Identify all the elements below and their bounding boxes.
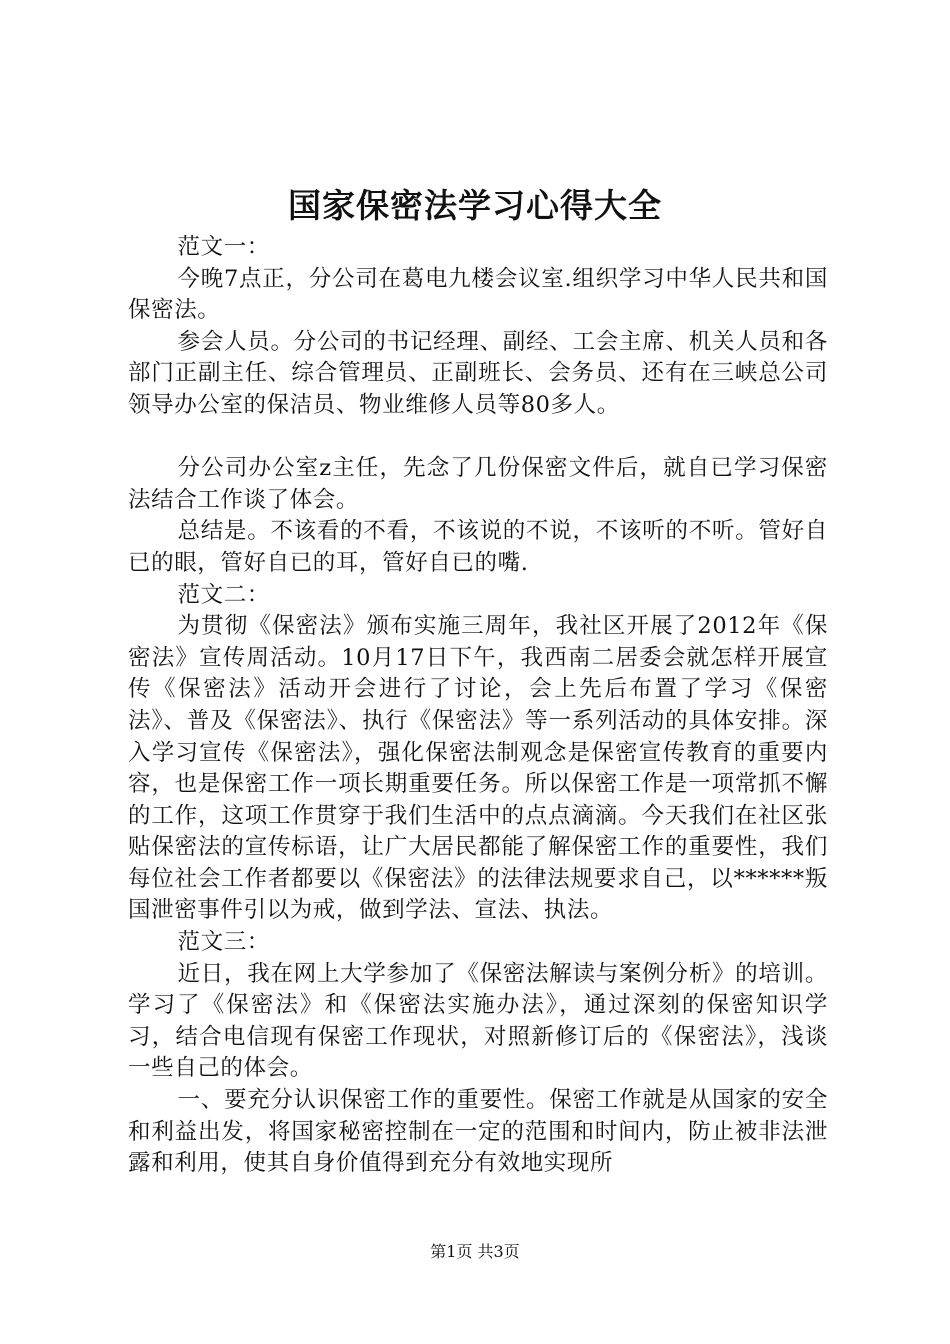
paragraph: 近日，我在网上大学参加了《保密法解读与案例分析》的培训。学习了《保密法》和《保密法实施办法》，通过深刻的保密知识学习，结合电信现有保密工作现状，对照新修订后的《保密法》，浅谈一些自己的体会。 [128,960,828,1082]
section-heading: 范文二： [177,581,270,608]
paragraph: 为贯彻《保密法》颁布实施三周年，我社区开展了2012年《保密法》宣传周活动。10月17日下午，我西南二居委会就怎样开展宣传《保密法》活动开会进行了讨论，会上先后布置了学习《保密法》、普及《保密法》、执行《保密法》等一系列活动的具体安排。深入学习宣传《保密法》，强化保密法制观念是保密宣传教育的重要内容，也是保密工作一项长期重要任务。所以保密工作是一项常抓不懈的工作，这项工作贯穿于我们生活中的点点滴滴。今天我们在社区张贴保密法的宣传标语，让广大居民都能了解保密工作的重要性，我们每位社会工作者都要以《保密法》的法律法规要求自己，以******叛国泄密事件引以为戒，做到学法、宣法、执法。 [128,613,828,924]
section-heading: 范文三： [177,929,270,956]
page-footer: 第1页 共3页 [430,1242,520,1261]
paragraph: 一、要充分认识保密工作的重要性。保密工作就是从国家的安全和利益出发，将国家秘密控制在一定的范围和时间内，防止被非法泄露和利用，使其自身价值得到充分有效地实现所 [128,1087,828,1177]
paragraph: 分公司办公室z主任，先念了几份保密文件后，就自已学习保密法结合工作谈了体会。 [128,455,828,513]
section-heading: 范文一： [177,234,270,260]
document-title: 国家保密法学习心得大全 [288,186,662,225]
paragraph: 总结是。不该看的不看，不该说的不说，不该听的不听。管好自已的眼，管好自已的耳，管好自已的嘴. [128,518,828,576]
paragraph: 参会人员。分公司的书记经理、副经、工会主席、机关人员和各部门正副主任、综合管理员、正副班长、会务员、还有在三峡总公司领导办公室的保洁员、物业维修人员等80多人。 [128,328,828,418]
paragraph: 今晚7点正，分公司在葛电九楼会议室.组织学习中华人民共和国保密法。 [128,265,828,324]
document-body [128,232,828,1180]
